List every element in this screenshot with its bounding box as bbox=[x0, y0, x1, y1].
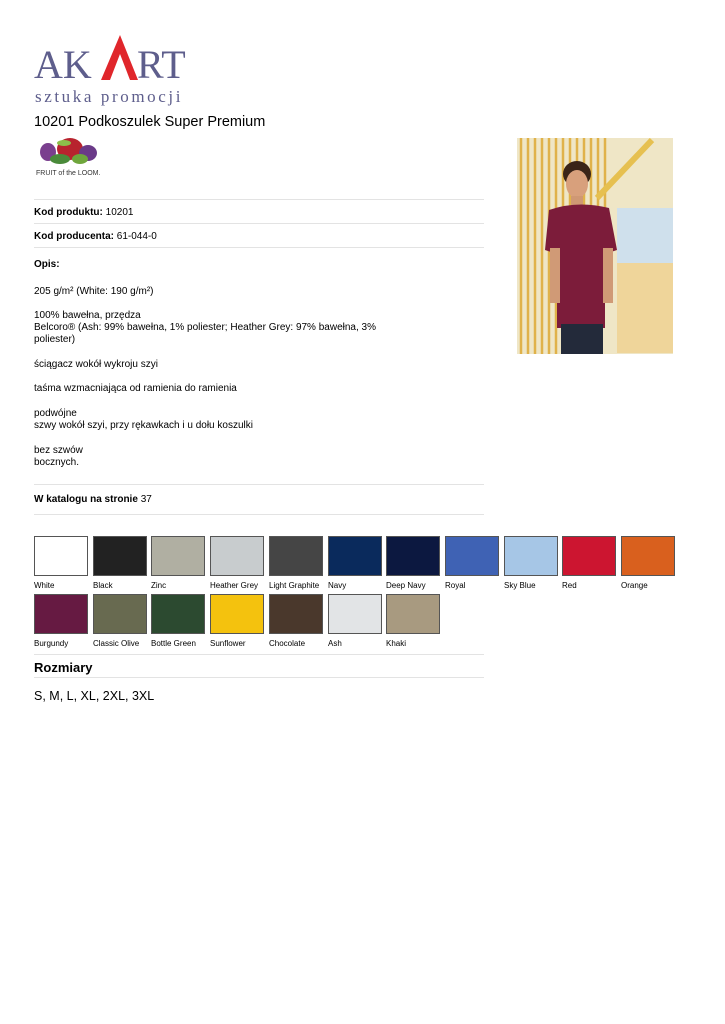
color-swatch bbox=[269, 594, 327, 648]
color-swatch-box bbox=[621, 536, 675, 576]
color-swatch-label: Light Graphite bbox=[269, 581, 320, 590]
sizes-list: S, M, L, XL, 2XL, 3XL bbox=[34, 689, 155, 703]
description-line: szwy wokół szyi, przy rękawkach i u dołu koszulki bbox=[34, 420, 253, 431]
color-swatch-box bbox=[93, 536, 147, 576]
color-swatch-label: Sunflower bbox=[210, 639, 246, 648]
logo-tagline: sztuka promocji bbox=[35, 87, 184, 106]
color-swatch-label: Ash bbox=[328, 639, 342, 648]
color-swatch-box bbox=[34, 594, 88, 634]
divider bbox=[34, 677, 484, 678]
color-swatch bbox=[210, 594, 268, 648]
catalog-page-label: W katalogu na stronie bbox=[34, 494, 138, 505]
description-line: Belcoro® (Ash: 99% bawełna, 1% poliester; Heather Grey: 97% bawełna, 3% bbox=[34, 322, 376, 333]
akart-logo bbox=[34, 32, 194, 107]
color-swatch bbox=[210, 536, 268, 590]
description-line: podwójne bbox=[34, 408, 77, 419]
color-swatch bbox=[445, 536, 503, 590]
color-swatch-box bbox=[269, 536, 323, 576]
color-swatch-label: Navy bbox=[328, 581, 347, 590]
description-line: bocznych. bbox=[34, 457, 80, 468]
product-code-label: Kod produktu: bbox=[34, 207, 103, 218]
color-swatch-box bbox=[151, 536, 205, 576]
color-swatch bbox=[34, 536, 92, 590]
divider bbox=[34, 247, 484, 248]
manufacturer-code-row bbox=[34, 231, 394, 243]
color-swatch-label: Bottle Green bbox=[151, 639, 196, 648]
catalog-page-value: 37 bbox=[140, 494, 152, 505]
product-code-row bbox=[34, 207, 394, 219]
color-swatch-label: Black bbox=[93, 581, 113, 590]
color-swatch bbox=[328, 594, 386, 648]
divider bbox=[34, 654, 484, 655]
divider bbox=[34, 514, 484, 515]
product-title: 10201 Podkoszulek Super Premium bbox=[34, 114, 266, 130]
description-line: 205 g/m² (White: 190 g/m²) bbox=[34, 286, 154, 297]
color-swatch-label: Classic Olive bbox=[93, 639, 140, 648]
logo-text-right: RT bbox=[137, 42, 186, 87]
color-swatch-label: Khaki bbox=[386, 639, 407, 648]
color-swatch-label: Chocolate bbox=[269, 639, 306, 648]
color-swatch bbox=[269, 536, 327, 590]
color-swatch-label: Red bbox=[562, 581, 577, 590]
description-line: ściągacz wokół wykroju szyi bbox=[34, 359, 158, 370]
logo-mark-icon bbox=[101, 35, 138, 80]
description-line: poliester) bbox=[34, 334, 76, 345]
manufacturer-code-value: 61-044-0 bbox=[116, 231, 157, 242]
color-swatch bbox=[93, 536, 151, 590]
color-swatch bbox=[562, 536, 620, 590]
color-swatch bbox=[621, 536, 679, 590]
color-swatch-box bbox=[93, 594, 147, 634]
color-swatch-box bbox=[328, 594, 382, 634]
color-swatch bbox=[328, 536, 386, 590]
color-swatch bbox=[151, 594, 209, 648]
color-swatch-label: Sky Blue bbox=[504, 581, 536, 590]
color-swatch-label: White bbox=[34, 581, 55, 590]
color-swatch-box bbox=[210, 536, 264, 576]
divider bbox=[34, 223, 484, 224]
logo-text-left: AK bbox=[34, 42, 92, 87]
color-swatch bbox=[386, 536, 444, 590]
color-swatch-box bbox=[151, 594, 205, 634]
manufacturer-code-label: Kod producenta: bbox=[34, 231, 114, 242]
color-swatch-box bbox=[562, 536, 616, 576]
divider bbox=[34, 199, 484, 200]
divider bbox=[34, 484, 484, 485]
product-photo bbox=[517, 138, 673, 354]
sizes-heading: Rozmiary bbox=[34, 660, 93, 675]
color-swatch-box bbox=[445, 536, 499, 576]
description-line: bez szwów bbox=[34, 445, 83, 456]
color-swatch-box bbox=[386, 594, 440, 634]
description-line: taśma wzmacniająca od ramienia do ramienia bbox=[34, 383, 237, 394]
color-swatch-box bbox=[269, 594, 323, 634]
color-swatch-box bbox=[210, 594, 264, 634]
color-swatch bbox=[93, 594, 151, 648]
description-line: 100% bawełna, przędza bbox=[34, 310, 141, 321]
color-swatch bbox=[386, 594, 444, 648]
color-swatch-label: Heather Grey bbox=[210, 581, 259, 590]
color-swatch-box bbox=[34, 536, 88, 576]
color-swatch-box bbox=[504, 536, 558, 576]
brand-logo-text: FRUIT of the LOOM. bbox=[36, 170, 101, 177]
product-code-value: 10201 bbox=[105, 207, 134, 218]
color-swatch-label: Burgundy bbox=[34, 639, 69, 648]
description-label: Opis: bbox=[34, 259, 60, 270]
catalog-page-row bbox=[34, 494, 394, 506]
color-swatch bbox=[504, 536, 562, 590]
color-swatch-label: Royal bbox=[445, 581, 466, 590]
color-swatch-label: Zinc bbox=[151, 581, 167, 590]
color-swatch-label: Orange bbox=[621, 581, 648, 590]
brand-logo bbox=[34, 135, 104, 180]
color-swatch-label: Deep Navy bbox=[386, 581, 426, 590]
color-swatch-box bbox=[328, 536, 382, 576]
color-swatch bbox=[151, 536, 209, 590]
color-swatch-box bbox=[386, 536, 440, 576]
color-swatch bbox=[34, 594, 92, 648]
